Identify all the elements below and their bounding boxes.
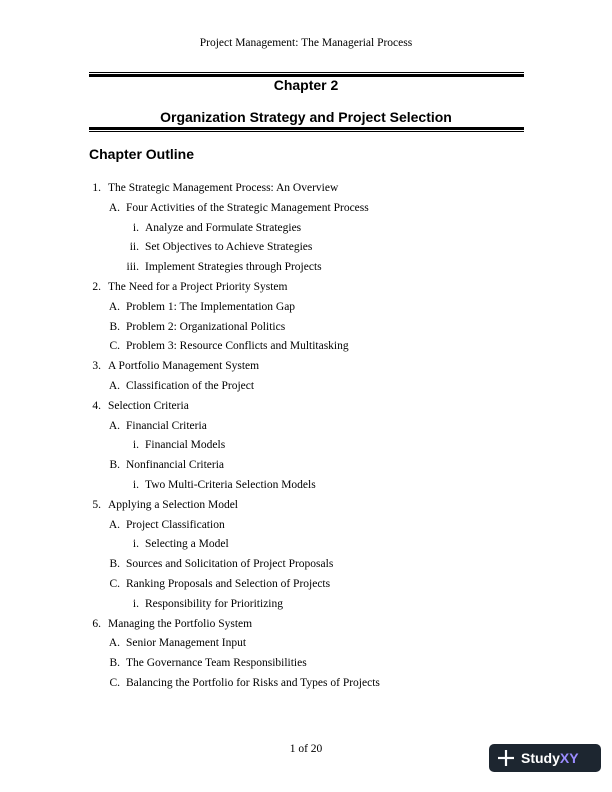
outline-item-text: Selection Criteria	[108, 399, 189, 412]
outline-item-text: Set Objectives to Achieve Strategies	[145, 241, 313, 254]
outline-item-marker: A.	[108, 637, 120, 650]
outline-item-text: Applying a Selection Model	[108, 498, 238, 511]
outline-item-marker: 5.	[92, 498, 101, 511]
outline-item-level-2	[0, 575, 612, 595]
outline-item-level-3	[0, 535, 612, 555]
outline-item-marker: B.	[109, 320, 120, 333]
outline-item-text: Problem 3: Resource Conflicts and Multitasking	[126, 340, 349, 353]
outline-item-marker: 6.	[92, 617, 101, 630]
outline-item-level-3	[0, 238, 612, 258]
outline-item-level-2	[0, 298, 612, 318]
bottom-rule-thick	[89, 127, 524, 130]
outline-item-level-3	[0, 476, 612, 496]
outline-item-marker: 4.	[92, 399, 101, 412]
outline-item-level-1	[0, 615, 612, 635]
outline-item-level-3	[0, 436, 612, 456]
chapter-number: Chapter 2	[273, 77, 339, 93]
outline-item-level-3	[0, 258, 612, 278]
outline-item-level-1	[0, 278, 612, 298]
outline-item-level-1	[0, 496, 612, 516]
outline-item-marker: i.	[132, 439, 139, 452]
outline-item-level-2	[0, 318, 612, 338]
outline-item-marker: i.	[132, 597, 139, 610]
outline-item-text: The Need for a Project Priority System	[108, 280, 288, 293]
outline-item-text: Selecting a Model	[145, 538, 229, 551]
outline-item-marker: A.	[108, 300, 120, 313]
outline-item-text: A Portfolio Management System	[108, 360, 260, 373]
outline-item-marker: ii.	[129, 241, 139, 254]
outline-item-text: Problem 1: The Implementation Gap	[126, 300, 296, 313]
outline-heading: Chapter Outline	[89, 146, 195, 162]
outline-item-level-2	[0, 516, 612, 536]
outline-item-level-2	[0, 199, 612, 219]
plus-icon	[497, 749, 515, 767]
studyxy-badge[interactable]	[489, 744, 601, 772]
outline-item-marker: A.	[108, 201, 120, 214]
outline-item-text: Classification of the Project	[126, 379, 255, 392]
outline-item-level-2	[0, 377, 612, 397]
outline-item-marker: A.	[108, 518, 120, 531]
outline-item-marker: C.	[109, 676, 120, 689]
brand-main: Study	[521, 750, 560, 766]
outline-item-level-2	[0, 555, 612, 575]
outline-item-marker: i.	[132, 478, 139, 491]
outline-item-marker: B.	[109, 459, 120, 472]
outline-item-marker: A.	[108, 379, 120, 392]
outline-item-text: Balancing the Portfolio for Risks and Types of Projects	[126, 676, 380, 689]
outline-item-level-2	[0, 456, 612, 476]
chapter-title: Organization Strategy and Project Selection	[160, 109, 452, 125]
outline-item-marker: 2.	[92, 280, 101, 293]
outline-item-marker: C.	[109, 577, 120, 590]
outline-item-text: The Governance Team Responsibilities	[126, 657, 307, 670]
outline-item-level-1	[0, 357, 612, 377]
bottom-rule-thin	[89, 131, 524, 132]
outline-item-level-2	[0, 337, 612, 357]
outline-item-level-2	[0, 417, 612, 437]
outline-item-text: Ranking Proposals and Selection of Projects	[126, 577, 331, 590]
outline-item-text: Sources and Solicitation of Project Proposals	[126, 558, 334, 571]
outline-item-text: Implement Strategies through Projects	[145, 261, 322, 274]
outline-item-marker: i.	[132, 538, 139, 551]
outline-item-level-2	[0, 674, 612, 694]
outline-item-level-1	[0, 179, 612, 199]
outline-item-text: Financial Criteria	[126, 419, 207, 432]
outline-item-level-2	[0, 654, 612, 674]
outline-item-level-1	[0, 397, 612, 417]
outline-item-text: Four Activities of the Strategic Management Process	[126, 201, 369, 214]
outline-item-text: Two Multi-Criteria Selection Models	[145, 478, 316, 491]
brand-accent: XY	[559, 750, 579, 766]
running-header: Project Management: The Managerial Process	[199, 37, 413, 49]
outline-item-marker: B.	[109, 558, 120, 571]
top-rule-thin	[89, 72, 524, 73]
outline-item-level-3	[0, 219, 612, 239]
outline-item-text: Financial Models	[145, 439, 226, 452]
outline-item-text: Project Classification	[126, 518, 225, 531]
outline-item-level-3	[0, 595, 612, 615]
outline-item-marker: C.	[109, 340, 120, 353]
outline-item-marker: B.	[109, 657, 120, 670]
outline-item-text: Managing the Portfolio System	[108, 617, 253, 630]
outline-item-level-2	[0, 634, 612, 654]
outline-item-text: Nonfinancial Criteria	[126, 459, 225, 472]
outline-item-marker: i.	[132, 221, 139, 234]
outline-item-marker: iii.	[126, 261, 139, 274]
outline-item-text: Senior Management Input	[126, 637, 247, 650]
outline-item-text: Problem 2: Organizational Politics	[126, 320, 286, 333]
page-number: 1 of 20	[289, 743, 323, 755]
outline-item-marker: 3.	[92, 360, 101, 373]
chapter-outline-list	[0, 179, 612, 694]
outline-item-marker: 1.	[92, 182, 101, 194]
outline-item-text: Responsibility for Prioritizing	[145, 597, 283, 610]
outline-item-marker: A.	[108, 419, 120, 432]
outline-item-text: Analyze and Formulate Strategies	[145, 221, 302, 234]
outline-item-text: The Strategic Management Process: An Overview	[108, 182, 339, 194]
